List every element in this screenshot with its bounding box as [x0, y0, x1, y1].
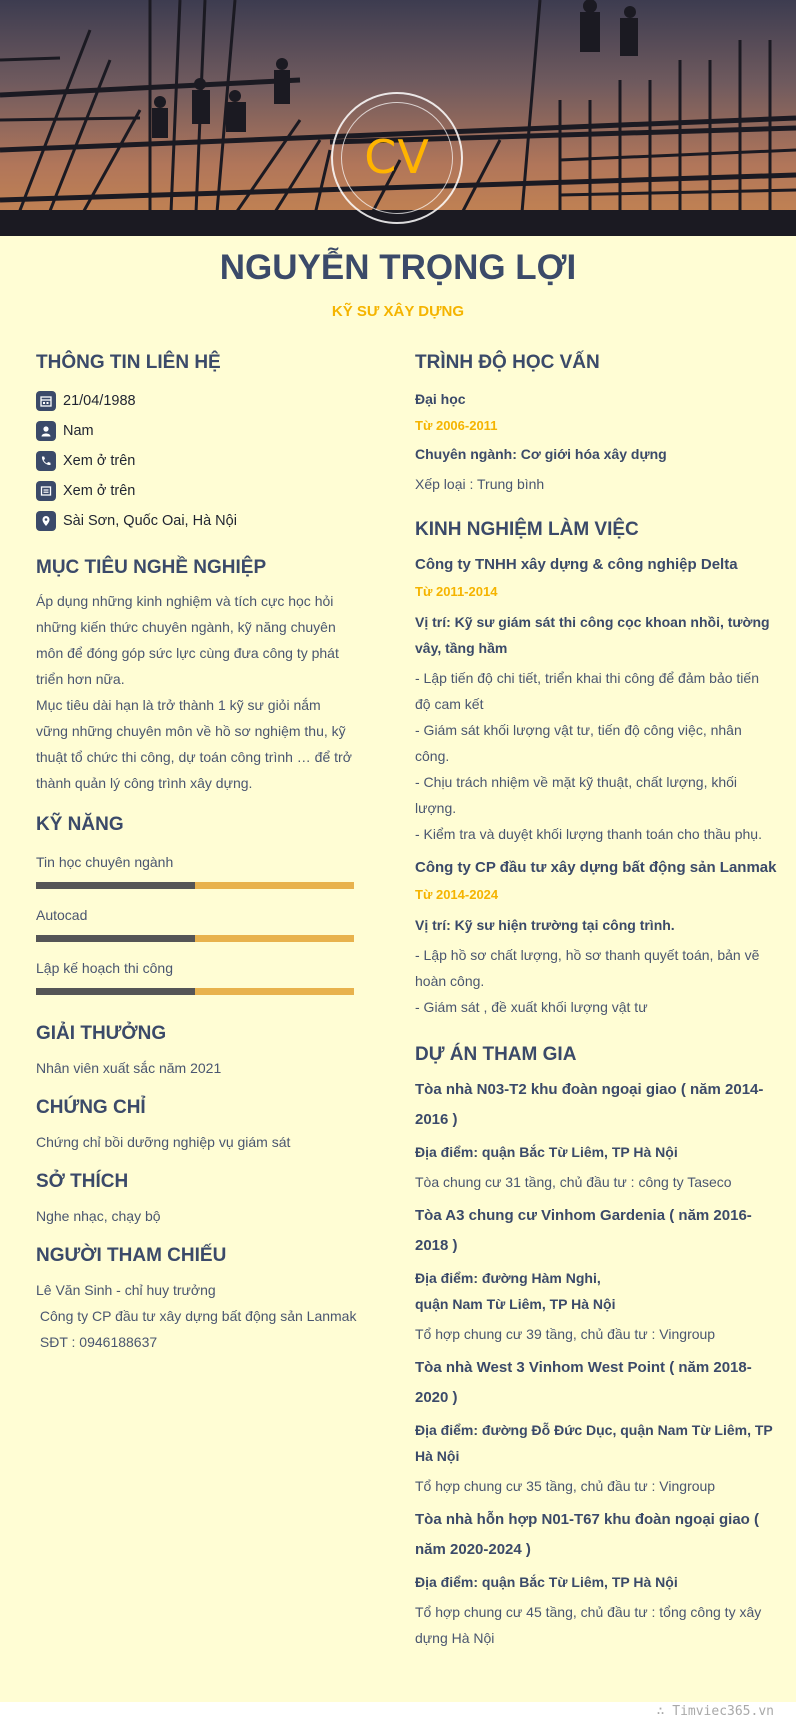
education-heading: TRÌNH ĐỘ HỌC VẤN: [415, 352, 600, 373]
project-description: Tổ hợp chung cư 39 tầng, chủ đầu tư : Vingroup: [415, 1326, 716, 1342]
reference-line-3: SĐT : 0946188637: [36, 1334, 158, 1350]
watermark-text: ∴ Timviec365.vn: [656, 1704, 774, 1719]
hero-banner-image: [0, 0, 796, 236]
experience-period: Từ 2011-2014: [415, 584, 498, 599]
project-name: Tòa nhà West 3 Vinhom West Point ( năm 2018-2020 ): [415, 1359, 752, 1406]
left-column: [36, 352, 356, 1355]
project-name: Tòa A3 chung cư Vinhom Gardenia ( năm 2016-2018 ): [415, 1207, 752, 1254]
experience-detail: - Chịu trách nhiệm về mặt kỹ thuật, chất lượng, khối lượng.: [415, 774, 738, 816]
experience-position: Vị trí: Kỹ sư hiện trường tại công trình.: [415, 917, 675, 933]
experience-item: [415, 550, 777, 847]
objective-paragraph-1: Áp dụng những kinh nghiệm và tích cực học hỏi những kiến thức chuyên ngành, kỹ năng chuyên môn để đóng góp sức lực cùng đưa công ty phát triển hơn nữa.: [36, 593, 339, 687]
contact-address: [36, 506, 356, 536]
skill-level-bar: [36, 935, 354, 942]
experience-detail: - Giám sát , đề xuất khối lượng vật tư: [415, 999, 648, 1015]
location-icon: [36, 511, 56, 531]
project-item: [415, 1505, 777, 1651]
contact-birthday-value: 21/04/1988: [63, 393, 136, 409]
contact-address-value: Sài Sơn, Quốc Oai, Hà Nội: [63, 513, 237, 529]
skill-level-bar: [36, 988, 354, 995]
experience-heading: KINH NGHIỆM LÀM VIỆC: [415, 519, 639, 540]
experience-detail: - Kiểm tra và duyệt khối lượng thanh toán cho thầu phụ.: [415, 826, 762, 842]
contact-gender: [36, 416, 356, 446]
project-location: Địa điểm: quận Bắc Từ Liêm, TP Hà Nội: [415, 1144, 678, 1160]
project-item: [415, 1075, 777, 1195]
awards-text: Nhân viên xuất sắc năm 2021: [36, 1060, 222, 1076]
project-item: [415, 1201, 777, 1347]
experience-detail: - Lập tiến độ chi tiết, triển khai thi công để đảm bảo tiến độ cam kết: [415, 670, 759, 712]
education-degree: Đại học: [415, 391, 466, 407]
reference-line-1: Lê Văn Sinh - chỉ huy trưởng: [36, 1282, 216, 1298]
contact-email-value[interactable]: Xem ở trên: [63, 483, 136, 499]
contact-email: [36, 476, 356, 506]
skill-item: [36, 960, 356, 995]
skill-label: Autocad: [36, 907, 88, 923]
hobbies-heading: SỞ THÍCH: [36, 1171, 129, 1192]
right-column: [415, 352, 777, 1651]
project-description: Tổ hợp chung cư 35 tầng, chủ đầu tư : Vingroup: [415, 1478, 716, 1494]
skills-list: [36, 854, 356, 995]
calendar-icon: [36, 391, 56, 411]
cv-logo-text: CV: [364, 130, 430, 184]
project-location: Địa điểm: đường Đỗ Đức Dục, quận Nam Từ Liêm, TP Hà Nội: [415, 1422, 773, 1464]
candidate-role: KỸ SƯ XÂY DỰNG: [331, 303, 465, 320]
skill-label: Tin học chuyên ngành: [36, 854, 174, 870]
awards-heading: GIẢI THƯỞNG: [36, 1023, 167, 1044]
project-description: Tổ hợp chung cư 45 tầng, chủ đầu tư : tổng công ty xây dựng Hà Nội: [415, 1604, 762, 1646]
objective-paragraph-2: Mục tiêu dài hạn là trở thành 1 kỹ sư giỏi nắm vững những chuyên môn về hồ sơ nghiệm thu, kỹ thuật tổ chức thi công, dự toán công trình … để trở thành quản lý công trình xây dựng.: [36, 697, 352, 791]
certificates-text: Chứng chỉ bồi dưỡng nghiệp vụ giám sát: [36, 1134, 291, 1150]
education-grade: Xếp loại : Trung bình: [415, 476, 545, 492]
skill-item: [36, 907, 356, 942]
skills-heading: KỸ NĂNG: [36, 814, 124, 835]
project-description: Tòa chung cư 31 tầng, chủ đầu tư : công ty Taseco: [415, 1174, 732, 1190]
hobbies-text: Nghe nhạc, chạy bộ: [36, 1208, 161, 1224]
certificates-heading: CHỨNG CHỈ: [36, 1097, 146, 1118]
objective-heading: MỤC TIÊU NGHỀ NGHIỆP: [36, 557, 267, 578]
project-name: Tòa nhà N03-T2 khu đoàn ngoại giao ( năm 2014-2016 ): [415, 1081, 764, 1128]
contact-phone-value[interactable]: Xem ở trên: [63, 453, 136, 469]
references-heading: NGƯỜI THAM CHIẾU: [36, 1245, 227, 1266]
education-period: Từ 2006-2011: [415, 418, 498, 433]
contact-gender-value: Nam: [63, 423, 94, 439]
candidate-name: NGUYỄN TRỌNG LỢI: [219, 248, 577, 287]
skill-level-fill: [36, 988, 195, 995]
education-major: Chuyên ngành: Cơ giới hóa xây dựng: [415, 446, 667, 462]
experience-detail: - Giám sát khối lượng vật tư, tiến độ công việc, nhân công.: [415, 722, 742, 764]
phone-icon: [36, 451, 56, 471]
experience-company: Công ty CP đầu tư xây dựng bất động sản Lanmak: [415, 859, 777, 876]
project-name: Tòa nhà hỗn hợp N01-T67 khu đoàn ngoại giao ( năm 2020-2024 ): [415, 1511, 760, 1558]
project-location: Địa điểm: đường Hàm Nghi, quận Nam Từ Liêm, TP Hà Nội: [415, 1270, 616, 1312]
email-icon: [36, 481, 56, 501]
experience-position: Vị trí: Kỹ sư giám sát thi công cọc khoan nhồi, tường vây, tầng hầm: [415, 614, 770, 656]
skill-level-bar: [36, 882, 354, 889]
projects-heading: DỰ ÁN THAM GIA: [415, 1044, 577, 1065]
contact-birthday: [36, 386, 356, 416]
contact-heading: THÔNG TIN LIÊN HỆ: [36, 352, 221, 373]
experience-period: Từ 2014-2024: [415, 887, 499, 902]
skill-label: Lập kế hoạch thi công: [36, 960, 173, 976]
cv-logo-badge: [331, 92, 463, 224]
skill-level-fill: [36, 935, 195, 942]
skill-item: [36, 854, 356, 889]
experience-company: Công ty TNHH xây dựng & công nghiệp Delta: [415, 556, 738, 573]
project-location: Địa điểm: quận Bắc Từ Liêm, TP Hà Nội: [415, 1574, 678, 1590]
skill-level-fill: [36, 882, 195, 889]
experience-item: [415, 853, 777, 1020]
project-item: [415, 1353, 777, 1499]
contact-list: [36, 386, 356, 536]
reference-line-2: Công ty CP đầu tư xây dựng bất động sản Lanmak: [36, 1308, 357, 1324]
experience-detail: - Lập hồ sơ chất lượng, hồ sơ thanh quyết toán, bản vẽ hoàn công.: [415, 947, 760, 989]
user-icon: [36, 421, 56, 441]
contact-phone: [36, 446, 356, 476]
